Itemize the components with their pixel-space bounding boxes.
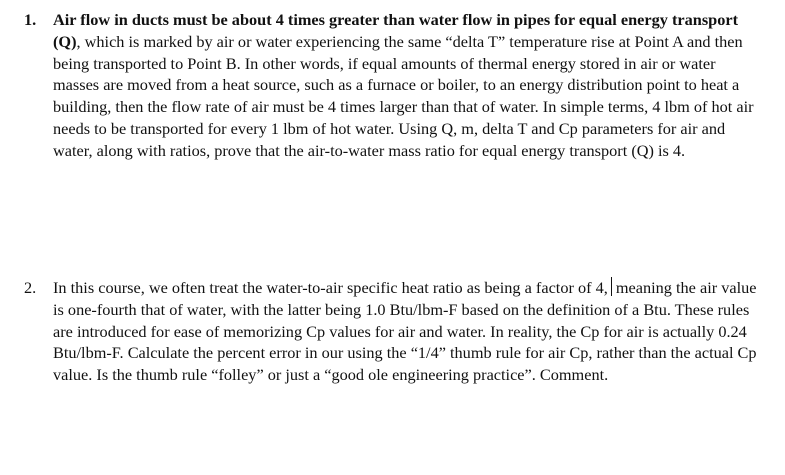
question-1-text bbox=[53, 9, 764, 162]
question-1-number: 1. bbox=[24, 10, 37, 29]
question-1-body-text: , which is marked by air or water experiencing the same “delta T” temperature rise at Point A and then being transported to Point B. In other words, if equal amounts of thermal energy stored in air or water masses are moved from a heat source, such as a furnace or boiler, to an energy distribution point to heat a building, then the flow rate of air must be 4 times larger than that of water. In simple terms, 4 lbm of hot air needs to be transported for every 1 lbm of hot water. Using Q, m, delta T and Cp parameters for air and water, along with ratios, prove that the air-to-water mass ratio for equal energy transport (Q) is 4. bbox=[53, 31, 754, 160]
question-2-text[interactable] bbox=[53, 277, 764, 386]
question-2-text-before-cursor: In this course, we often treat the water-to-air specific heat ratio as being a factor of 4, bbox=[53, 278, 608, 297]
question-2-text-after-cursor: meaning the air value is one-fourth that of water, with the latter being 1.0 Btu/lbm-F based on the definition of a Btu. These rules are introduced for ease of memorizing Cp values for air and water. In reality, the Cp for air is actually 0.24 Btu/lbm-F. Calculate the percent error in our using the “1/4” thumb rule for air Cp, rather than the actual Cp value. Is the thumb rule “folley” or just a “good ole engineering practice”. Comment. bbox=[53, 278, 757, 385]
question-1-bold-text: Air flow in ducts must be about 4 times greater than water flow in pipes for equal energy transport (Q) bbox=[53, 10, 738, 51]
question-2-number: 2. bbox=[24, 278, 37, 297]
